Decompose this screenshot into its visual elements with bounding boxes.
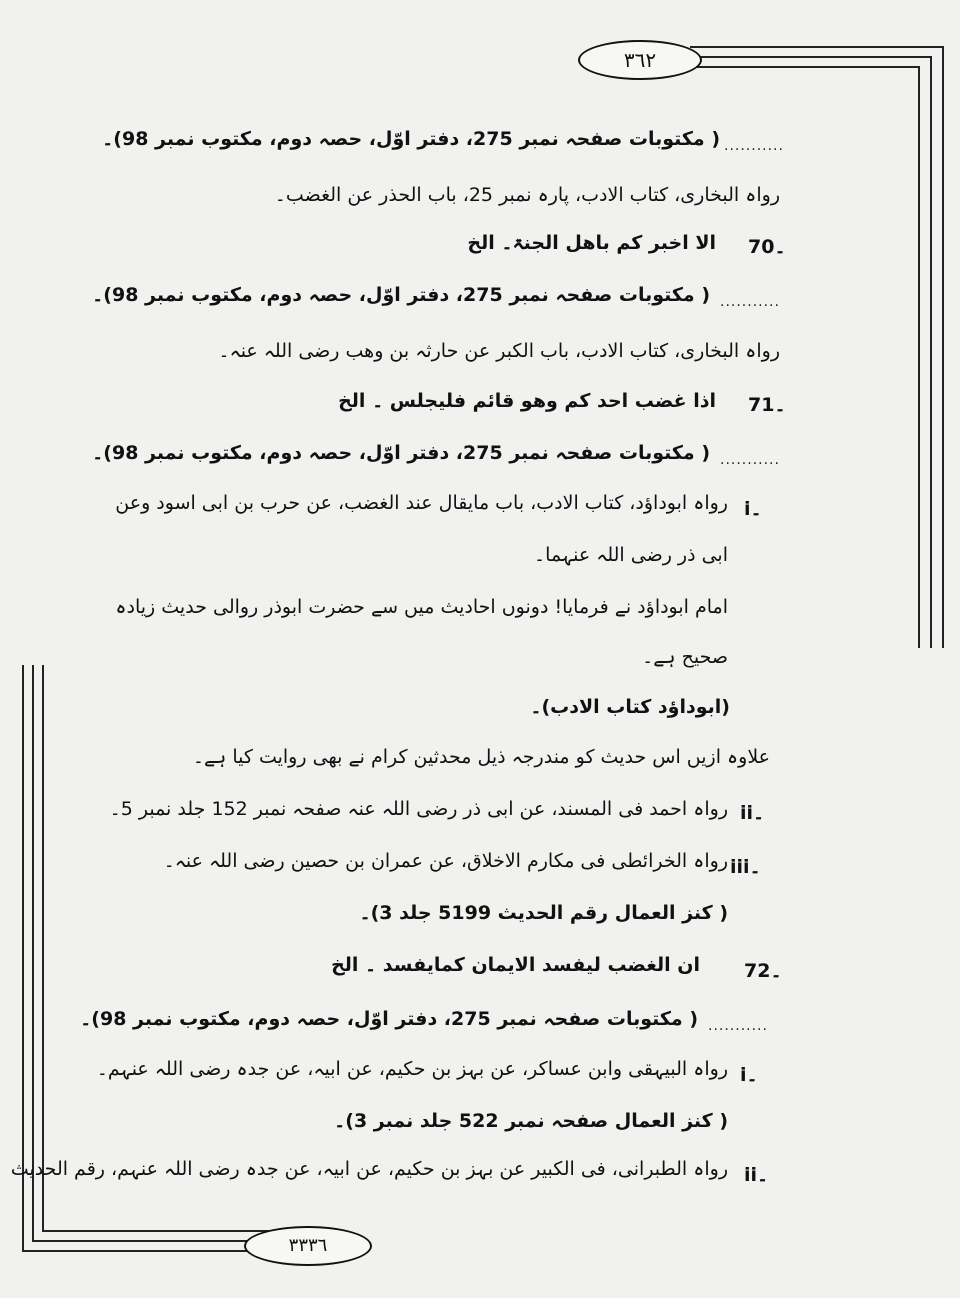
text-line: اذا غضب احد کم وھو قائم فلیجلس ۔ الخ xyxy=(338,390,716,412)
item-number-70: 70۔ xyxy=(748,236,786,258)
text-line: ( مکتوبات صفحہ نمبر 275، دفتر اوّل، حصہ دوم، مکتوب نمبر 98)۔ xyxy=(92,284,710,306)
text-line: صحیح ہے۔ xyxy=(642,646,728,668)
header-page-number-text: ٣٦٢ xyxy=(623,48,657,72)
dotted-leader: ........... xyxy=(720,294,780,310)
text-line: ان الغضب لیفسد الایمان کمایفسد ۔ الخ xyxy=(331,954,700,976)
item-number-71: 71۔ xyxy=(748,394,786,416)
text-line: امام ابوداؤد نے فرمایا! دونوں احادیث میں سے حضرت ابوذر روالی حدیث زیادہ xyxy=(115,596,728,618)
text-line: ابی ذر رضی اللہ عنہما۔ xyxy=(534,544,728,566)
item-number-i: i۔ xyxy=(740,1064,758,1086)
footer-page-number xyxy=(244,1226,372,1266)
dotted-leader: ........... xyxy=(708,1018,768,1034)
text-line: رواہ احمد فی المسند، عن ابی ذر رضی اللہ عنہ صفحہ نمبر 152 جلد نمبر 5۔ xyxy=(109,798,728,820)
text-line: ( مکتوبات صفحہ نمبر 275، دفتر اوّل، حصہ دوم، مکتوب نمبر 98)۔ xyxy=(92,442,710,464)
item-number-i: i۔ xyxy=(744,498,762,520)
dotted-leader: ........... xyxy=(724,138,784,154)
text-line: (ابوداؤد کتاب الادب)۔ xyxy=(530,696,730,718)
text-line: رواہ الطبرانی، فی الکبیر عن بہز بن حکیم، عن ابیہ، عن جدہ رضی اللہ عنہم، رقم الحدیث xyxy=(10,1158,728,1180)
text-line: ( مکتوبات صفحہ نمبر 275، دفتر اوّل، حصہ دوم، مکتوب نمبر 98)۔ xyxy=(80,1008,698,1030)
text-line: ( مکتوبات صفحہ نمبر 275، دفتر اوّل، حصہ دوم، مکتوب نمبر 98)۔ xyxy=(102,128,720,150)
text-line: رواہ البیہقی وابن عساکر، عن بہز بن حکیم، عن ابیہ، عن جدہ رضی اللہ عنہم۔ xyxy=(96,1058,728,1080)
text-line: رواہ البخاری، کتاب الادب، پارہ نمبر 25، باب الحذر عن الغضب۔ xyxy=(274,184,780,206)
header-page-number xyxy=(578,40,702,80)
item-number-ii: ii۔ xyxy=(740,802,765,824)
text-line: ( کنز العمال صفحہ نمبر 522 جلد نمبر 3)۔ xyxy=(334,1110,728,1132)
text-line: الا اخبر کم باھل الجنۃ۔ الخ xyxy=(467,232,716,254)
item-number-iii: iii۔ xyxy=(730,856,761,878)
item-number-72: 72۔ xyxy=(744,960,782,982)
text-line: رواہ الخرائطی فی مکارم الاخلاق، عن عمران بن حصین رضی اللہ عنہ۔ xyxy=(163,850,728,872)
text-line: رواہ البخاری، کتاب الادب، باب الکبر عن حارثہ بن وھب رضی اللہ عنہ۔ xyxy=(218,340,780,362)
footer-page-number-text: ٣٣٣٦ xyxy=(288,1235,328,1256)
dotted-leader: ........... xyxy=(720,452,780,468)
text-line: ( کنز العمال رقم الحدیث 5199 جلد 3)۔ xyxy=(359,902,728,924)
item-number-ii: ii۔ xyxy=(744,1164,769,1186)
text-line: رواہ ابوداؤد، کتاب الادب، باب مایقال عند الغضب، عن حرب بن ابی اسود وعن xyxy=(115,492,728,514)
text-line: علاوہ ازیں اس حدیث کو مندرجہ ذیل محدثین کرام نے بھی روایت کیا ہے۔ xyxy=(192,746,770,768)
